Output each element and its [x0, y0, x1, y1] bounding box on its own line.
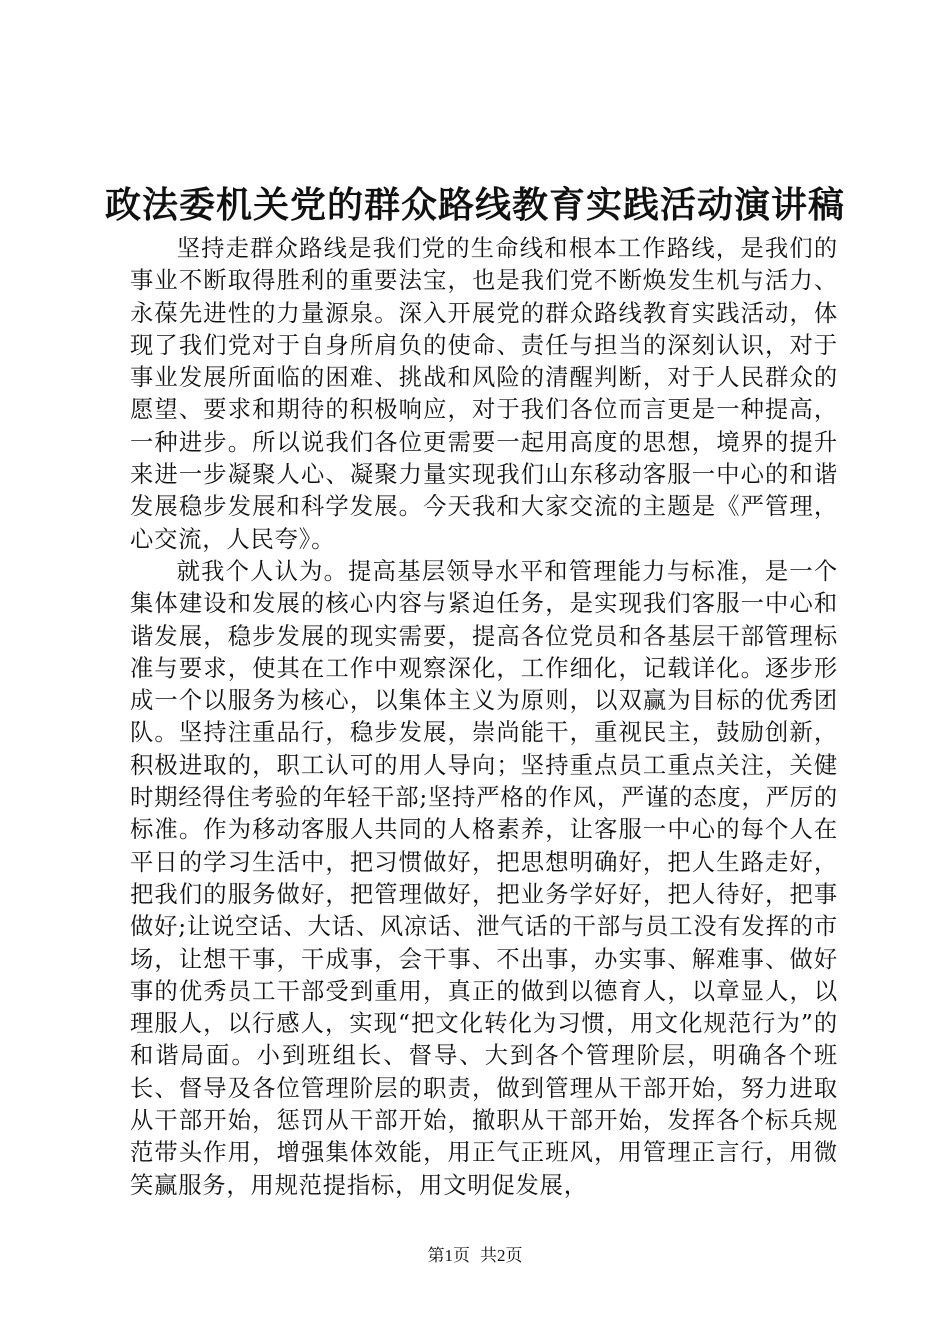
document-title: 政法委机关党的群众路线教育实践活动演讲稿	[104, 184, 845, 226]
paragraph-1: 坚持走群众路线是我们党的生命线和根本工作路线，是我们的事业不断取得胜利的重要法宝，也是我们党不断焕发生机与活力、永葆先进性的力量源泉。深入开展党的群众路线教育实践活动，体现了我们党对于自身所肩负的使命、责任与担当的深刻认识，对于事业发展所面临的困难、挑战和风险的清醒判断，对于人民群众的愿望、要求和期待的积极响应，对于我们各位而言更是一种提高，一种进步。所以说我们各位更需要一起用高度的思想，境界的提升来进一步凝聚人心、凝聚力量实现我们山东移动客服一中心的和谐发展稳步发展和科学发展。今天我和大家交流的主题是《严管理，心交流，人民夸》。	[130, 235, 838, 553]
paragraph-2: 就我个人认为。提高基层领导水平和管理能力与标准，是一个集体建设和发展的核心内容与紧迫任务，是实现我们客服一中心和谐发展，稳步发展的现实需要，提高各位党员和各基层干部管理标准与要求，使其在工作中观察深化，工作细化，记载详化。逐步形成一个以服务为核心，以集体主义为原则，以双赢为目标的优秀团队。坚持注重品行，稳步发展，崇尚能干，重视民主，鼓励创新，积极进取的，职工认可的用人导向；坚持重点员工重点关注，关健时期经得住考验的年轻干部;坚持严格的作风，严谨的态度，严厉的标准。作为移动客服人共同的人格素养，让客服一中心的每个人在平日的学习生活中，把习惯做好，把思想明确好，把人生路走好，把我们的服务做好，把管理做好，把业务学好好，把人待好，把事做好;让说空话、大话、风凉话、泄气话的干部与员工没有发挥的市场，让想干事，干成事，会干事、不出事，办实事、解难事、做好事的优秀员工干部受到重用，真正的做到以德育人，以章显人，以理服人，以行感人，实现“把文化转化为习惯，用文化规范行为”的和谐局面。小到班组长、督导、大到各个管理阶层，明确各个班长、督导及各位管理阶层的职责，做到管理从干部开始，努力进取从干部开始，惩罚从干部开始，撤职从干部开始，发挥各个标兵规范带头作用，增强集体效能，用正气正班风，用管理正言行，用微笑赢服务，用规范提指标，用文明促发展，	[130, 557, 838, 1199]
page-number-total: 共2页	[480, 1246, 523, 1265]
document-body	[130, 233, 838, 1202]
page-number-current: 第1页	[427, 1246, 470, 1265]
page-footer	[0, 1245, 950, 1267]
